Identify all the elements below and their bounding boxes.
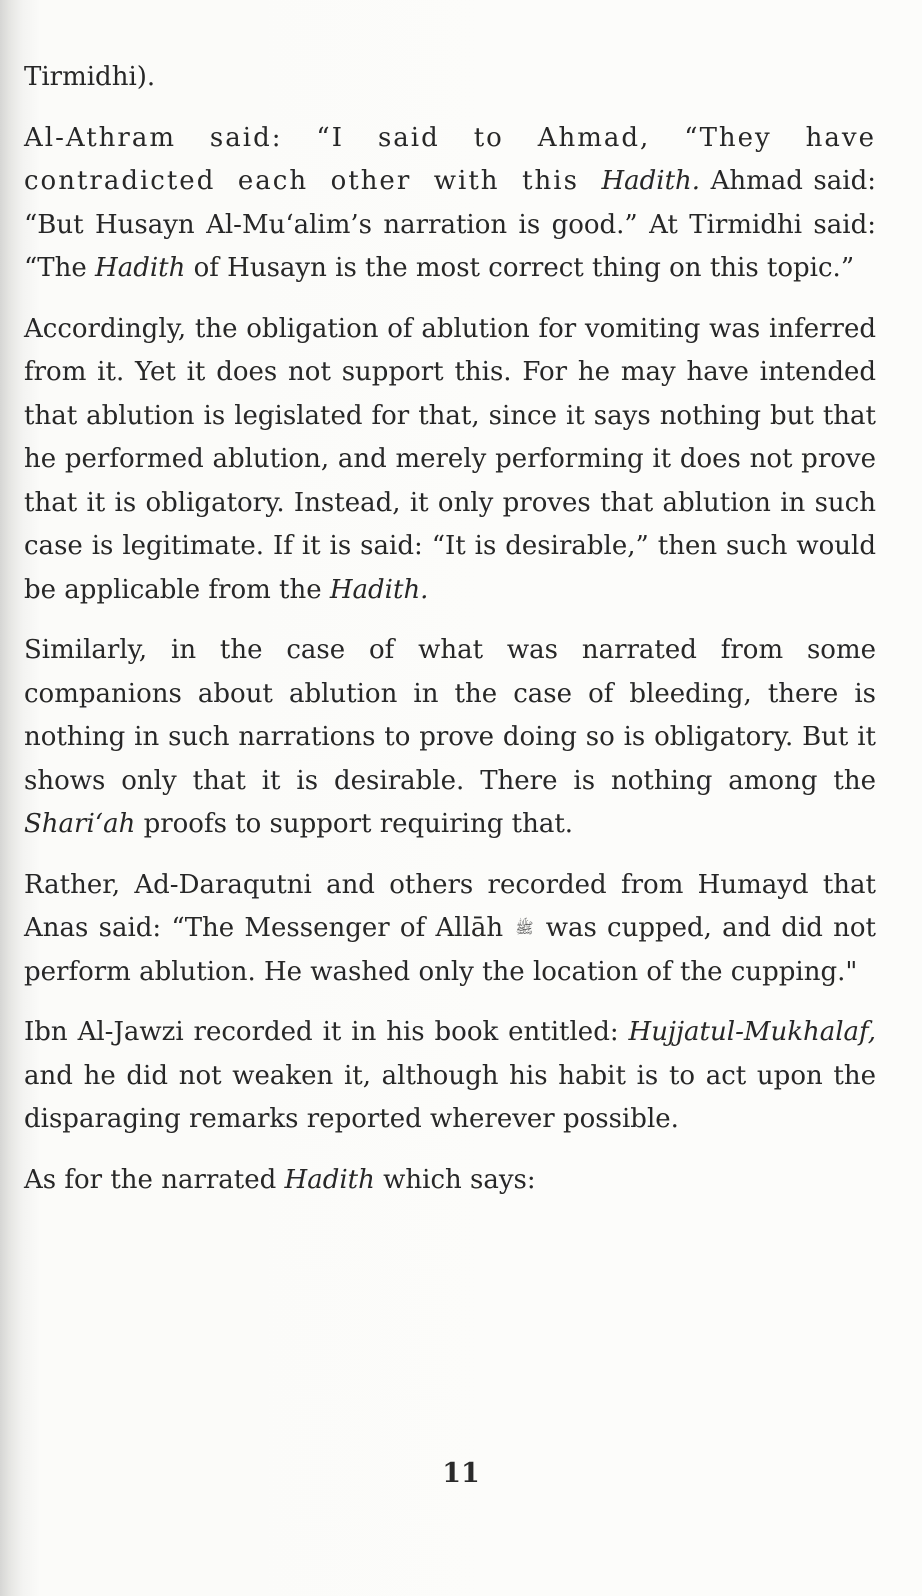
- paragraph-text: and he did not weaken it, although his habit is to act upon the disparaging remarks reported wherever possible.: [24, 1060, 876, 1134]
- paragraph-5: [24, 864, 876, 995]
- italic-term: Shari‘ah: [24, 809, 136, 839]
- italic-term: Hadith.: [601, 166, 701, 196]
- paragraph-text: Tirmidhi).: [24, 62, 156, 92]
- paragraph-text: Al-Athram said: “I said to Ahmad, “They have contradicted each other with this: [24, 122, 876, 196]
- paragraph-text: was cupped, and did not perform ablution. He washed only the location of the cupping.": [24, 913, 876, 987]
- paragraph-3: [24, 308, 876, 613]
- italic-term: Hadith.: [329, 574, 429, 605]
- italic-term: Hadith: [95, 253, 186, 283]
- paragraph-text: Ahmad said: “But Husayn Al-Mu‘alim’s narration is good.” At Tirmidhi said: “The: [24, 166, 876, 283]
- paragraph-text: proofs to support requiring that.: [135, 809, 574, 839]
- paragraph-text: of Husayn is the most correct thing on this topic.”: [185, 253, 855, 283]
- paragraph-7: [24, 1159, 876, 1203]
- paragraph-text: As for the narrated: [24, 1164, 285, 1195]
- paragraph-text: which says:: [374, 1164, 536, 1195]
- paragraph-text: Ibn Al-Jawzi recorded it in his book entitled:: [24, 1017, 629, 1047]
- italic-term: Hadith: [284, 1164, 375, 1195]
- body-text: [24, 56, 876, 1219]
- honorific-symbol: ﷺ: [515, 919, 534, 937]
- paragraph-2: [24, 117, 876, 291]
- paragraph-6: [24, 1011, 876, 1142]
- paragraph-1: [24, 56, 876, 100]
- page-number: 11: [442, 1458, 480, 1489]
- paragraph-text: Rather, Ad-Daraqutni and others recorded from Humayd that Anas said: “The Messenger of Allāh: [24, 869, 876, 943]
- paragraph-4: [24, 629, 876, 847]
- italic-book-title: Hujjatul-Mukhalaf,: [628, 1017, 876, 1047]
- paragraph-text: Accordingly, the obligation of ablution for vomiting was inferred from it. Yet it does not support this. For he may have intended that ablution is legislated for that, since it says nothing but that he performed ablution, and merely performing it does not prove that it is obligatory. Instead, it only proves that ablution in such case is legitimate. If it is said: “It is desirable,” then such would be applicable from the: [24, 313, 876, 605]
- paragraph-text: Similarly, in the case of what was narrated from some companions about ablution in the case of bleeding, there is nothing in such narrations to prove doing so is obligatory. But it shows only that it is desirable. There is nothing among the: [24, 635, 876, 796]
